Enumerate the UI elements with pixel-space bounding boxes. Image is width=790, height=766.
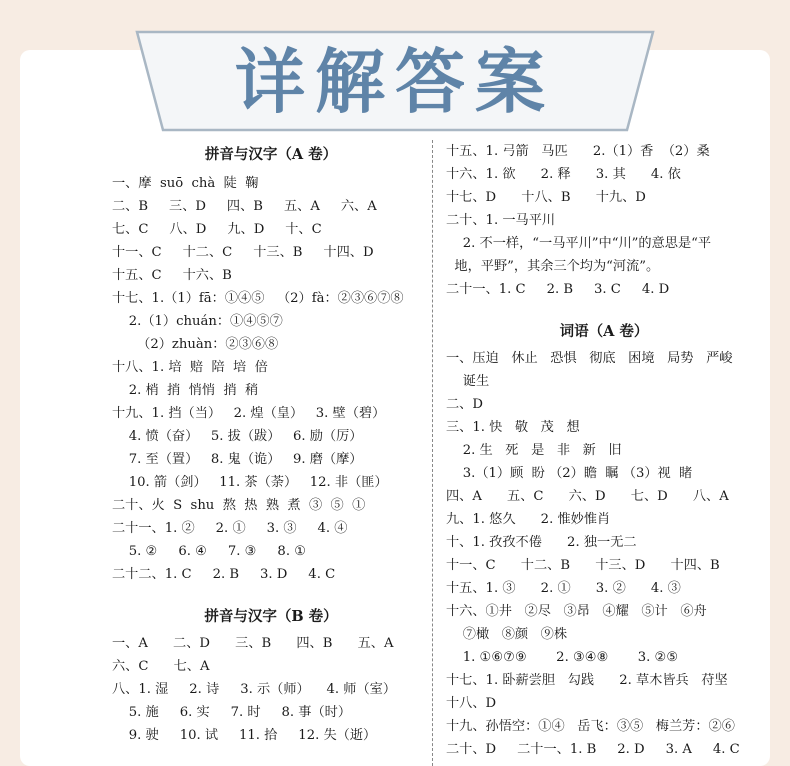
answer-line: 十九、1. 挡（当） 2. 煌（皇） 3. 壁（碧） bbox=[112, 406, 386, 421]
answer-line: 二十一、1. ② 2. ① 3. ③ 4. ④ bbox=[112, 521, 348, 536]
answer-line: 二、D bbox=[446, 397, 483, 412]
answer-line: 九、1. 悠久 2. 惟妙惟肖 bbox=[446, 512, 611, 527]
answer-line: 2.（1）chuán：①④⑤⑦ bbox=[112, 314, 283, 329]
answer-line: 二、B 三、D 四、B 五、A 六、A bbox=[112, 199, 377, 214]
answer-line: 4. 愤（奋） 5. 拔（跋） 6. 励（厉） bbox=[112, 429, 363, 444]
section-title-pinyin-a: 拼音与汉字（A 卷） bbox=[204, 146, 338, 163]
answer-line: 2. 生 死 是 非 新 旧 bbox=[446, 443, 622, 458]
answer-line: 十、1. 孜孜不倦 2. 独一无二 bbox=[446, 535, 637, 550]
answer-line: 地，平野”，其余三个均为“河流”。 bbox=[446, 259, 660, 274]
answer-line: 二十一、1. C 2. B 3. C 4. D bbox=[446, 282, 670, 297]
answer-line: 十七、1. 卧薪尝胆 勾践 2. 草木皆兵 苻坚 bbox=[446, 673, 728, 688]
answer-line: 七、C 八、D 九、D 十、C bbox=[112, 222, 322, 237]
answer-line: 三、1. 快 敬 茂 想 bbox=[446, 420, 580, 435]
banner bbox=[135, 28, 655, 136]
answer-line: 5. 施 6. 实 7. 时 8. 事（时） bbox=[112, 705, 352, 720]
answer-line: ⑦橄 ⑧颜 ⑨株 bbox=[446, 627, 568, 642]
section-title-pinyin-b: 拼音与汉字（B 卷） bbox=[204, 608, 338, 625]
answer-line: 十七、1.（1）fā：①④⑤ （2）fà：②③⑥⑦⑧ bbox=[112, 291, 404, 306]
answer-line: 十九、孙悟空：①④ 岳飞：③⑤ 梅兰芳：②⑥ bbox=[446, 719, 735, 734]
answer-line: 十五、C 十六、B bbox=[112, 268, 232, 283]
answer-line: 2. 梢 捎 悄悄 捎 稍 bbox=[112, 383, 259, 398]
answer-line: 7. 至（置） 8. 鬼（诡） 9. 磨（摩） bbox=[112, 452, 363, 467]
answer-line: 十六、1. 欲 2. 释 3. 其 4. 依 bbox=[446, 167, 681, 182]
answer-line: 1. ①⑥⑦⑨ 2. ③④⑧ 3. ②⑤ bbox=[446, 650, 679, 665]
answer-line: 3.（1）顾 盼 （2）瞻 瞩 （3）视 睹 bbox=[446, 466, 693, 481]
right-column bbox=[446, 140, 762, 761]
answer-line: 诞生 bbox=[446, 374, 490, 389]
answer-line: 二十、D 二十一、1. B 2. D 3. A 4. C bbox=[446, 742, 740, 757]
answer-line: 十一、C 十二、B 十三、D 十四、B bbox=[446, 558, 720, 573]
column-divider bbox=[432, 140, 433, 766]
answer-line: 5. ② 6. ④ 7. ③ 8. ① bbox=[112, 544, 307, 559]
answer-line: 八、1. 湿 2. 诗 3. 示（师） 4. 师（室） bbox=[112, 682, 397, 697]
answer-line: 一、摩 suō chà 陡 鞠 bbox=[112, 176, 259, 191]
left-column bbox=[112, 140, 430, 747]
answer-line: 十五、1. ③ 2. ① 3. ② 4. ③ bbox=[446, 581, 681, 596]
answer-line: 十五、1. 弓箭 马匹 2.（1）香 （2）桑 bbox=[446, 144, 710, 159]
answer-line: 二十、1. 一马平川 bbox=[446, 213, 556, 228]
answer-line: 十八、D bbox=[446, 696, 497, 711]
answer-line: 二十二、1. C 2. B 3. D 4. C bbox=[112, 567, 336, 582]
section-title-words-a: 词语（A 卷） bbox=[559, 323, 649, 340]
answer-line: 六、C 七、A bbox=[112, 659, 210, 674]
answer-line: 2. 不一样，“一马平川”中“川”的意思是“平 bbox=[446, 236, 712, 251]
answer-line: 二十、火 S shu 熬 热 熟 煮 ③ ⑤ ① bbox=[112, 498, 366, 513]
answer-line: 十六、①井 ②尽 ③昂 ④耀 ⑤计 ⑥舟 bbox=[446, 604, 707, 619]
answer-line: 一、压迫 休止 恐惧 彻底 困境 局势 严峻 bbox=[446, 351, 733, 366]
answer-line: （2）zhuàn：②③⑥⑧ bbox=[112, 337, 279, 352]
answer-line: 9. 驶 10. 试 11. 拾 12. 失（逝） bbox=[112, 728, 377, 743]
banner-title: 详解答案 bbox=[235, 41, 555, 123]
answer-line: 四、A 五、C 六、D 七、D 八、A bbox=[446, 489, 729, 504]
answer-line: 十八、1. 培 赔 陪 培 倍 bbox=[112, 360, 268, 375]
answer-line: 一、A 二、D 三、B 四、B 五、A bbox=[112, 636, 394, 651]
answer-line: 10. 箭（剑） 11. 茶（荼） 12. 非（匪） bbox=[112, 475, 388, 490]
answer-line: 十七、D 十八、B 十九、D bbox=[446, 190, 646, 205]
answer-line: 十一、C 十二、C 十三、B 十四、D bbox=[112, 245, 374, 260]
